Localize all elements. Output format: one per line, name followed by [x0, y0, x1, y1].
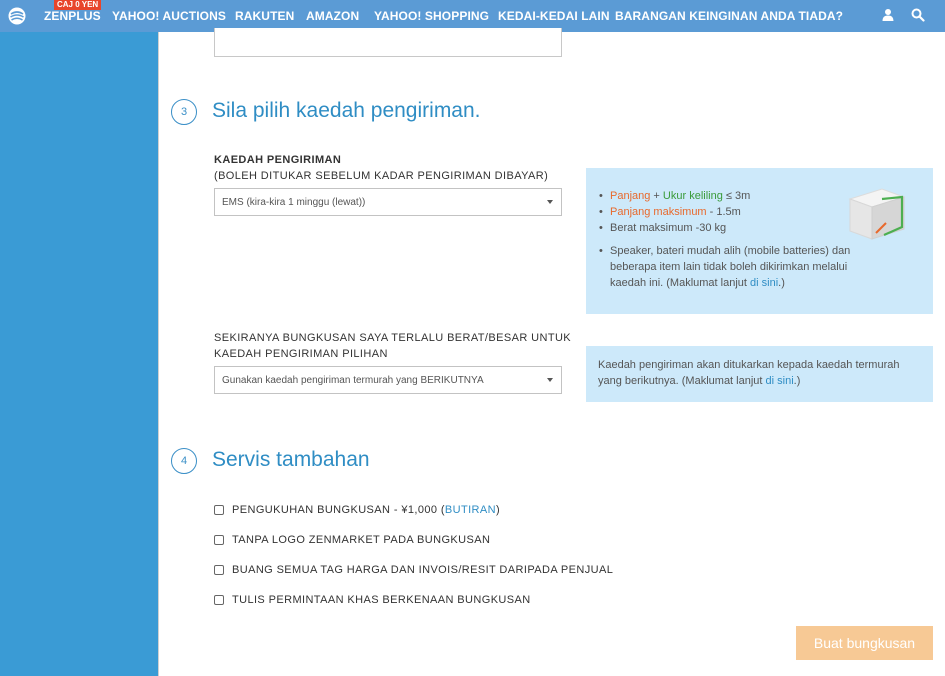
- fallback-method-select[interactable]: [214, 366, 562, 394]
- package-box-icon: [846, 185, 908, 241]
- shipping-method-value: EMS (kira-kira 1 minggu (lewat)): [222, 196, 366, 208]
- info-restrictions: • Speaker, bateri mudah alih (mobile batteries) dan beberapa item lain tidak boleh dikirimkan melalui kaedah ini. (Maklumat lanjut di sini.): [599, 243, 919, 291]
- info-max-length: • Panjang maksimum - 1.5m: [599, 204, 919, 220]
- notes-textarea[interactable]: [214, 28, 562, 57]
- chevron-down-icon: [547, 200, 553, 204]
- step-4-title: Servis tambahan: [212, 448, 370, 471]
- nav-item-other-shops[interactable]: KEDAI-KEDAI LAIN: [498, 9, 610, 23]
- nav-item-zenplus[interactable]: ZENPLUS: [44, 9, 101, 23]
- nav-item-item-request[interactable]: BARANGAN KEINGINAN ANDA TIADA?: [615, 9, 844, 23]
- zenplus-logo-icon[interactable]: [8, 7, 26, 25]
- shipping-method-select[interactable]: [214, 188, 562, 216]
- nav-item-rakuten[interactable]: RAKUTEN: [235, 9, 295, 23]
- nav-item-amazon[interactable]: AMAZON: [306, 9, 360, 23]
- reinforcement-checkbox[interactable]: [214, 505, 224, 515]
- nav-item-yahoo-shopping[interactable]: YAHOO! SHOPPING: [374, 9, 490, 23]
- info-size-limit: • Panjang + Ukur keliling ≤ 3m: [599, 188, 919, 204]
- option-no-logo[interactable]: TANPA LOGO ZENMARKET PADA BUNGKUSAN: [214, 534, 490, 546]
- option-remove-price-tags[interactable]: BUANG SEMUA TAG HARGA DAN INVOIS/RESIT DARIPADA PENJUAL: [214, 564, 613, 576]
- no-logo-checkbox[interactable]: [214, 535, 224, 545]
- fallback-method-value: Gunakan kaedah pengiriman termurah yang BERIKUTNYA: [222, 374, 484, 386]
- shipping-method-sublabel: (BOLEH DITUKAR SEBELUM KADAR PENGIRIMAN DIBAYAR): [214, 170, 549, 182]
- free-fee-badge: CAJ 0 YEN: [54, 0, 101, 10]
- fallback-info-text: Kaedah pengiriman akan ditukarkan kepada kaedah termurah yang berikutnya. (Maklumat lanjut: [598, 359, 900, 387]
- step-3-title: Sila pilih kaedah pengiriman.: [212, 99, 481, 122]
- remove-tags-checkbox[interactable]: [214, 565, 224, 575]
- fallback-info-box: Kaedah pengiriman akan ditukarkan kepada kaedah termurah yang berikutnya. (Maklumat lanjut di sini.): [586, 346, 933, 402]
- step-4-number: 4: [171, 448, 197, 474]
- special-request-checkbox[interactable]: [214, 595, 224, 605]
- create-package-button[interactable]: Buat bungkusan: [796, 626, 933, 660]
- info-details-link[interactable]: di sini: [750, 277, 779, 289]
- chevron-down-icon: [547, 378, 553, 382]
- reinforcement-details-link[interactable]: BUTIRAN: [444, 504, 496, 516]
- info-max-weight: • Berat maksimum -30 kg: [599, 220, 919, 236]
- search-icon[interactable]: [911, 8, 925, 22]
- sidebar: [0, 32, 158, 676]
- option-package-reinforcement[interactable]: PENGUKUHAN BUNGKUSAN - ¥1,000 ( BUTIRAN ): [214, 504, 500, 516]
- user-icon[interactable]: [881, 8, 895, 22]
- content-divider: [158, 32, 159, 676]
- option-special-request[interactable]: TULIS PERMINTAAN KHAS BERKENAAN BUNGKUSAN: [214, 594, 531, 606]
- shipping-method-label: KAEDAH PENGIRIMAN: [214, 154, 342, 166]
- step-3-number: 3: [171, 99, 197, 125]
- fallback-label-line-2: KAEDAH PENGIRIMAN PILIHAN: [214, 348, 388, 360]
- nav-item-yahoo-auctions[interactable]: YAHOO! AUCTIONS: [112, 9, 226, 23]
- fallback-label-line-1: SEKIRANYA BUNGKUSAN SAYA TERLALU BERAT/BESAR UNTUK: [214, 332, 572, 344]
- fallback-details-link[interactable]: di sini: [765, 375, 794, 387]
